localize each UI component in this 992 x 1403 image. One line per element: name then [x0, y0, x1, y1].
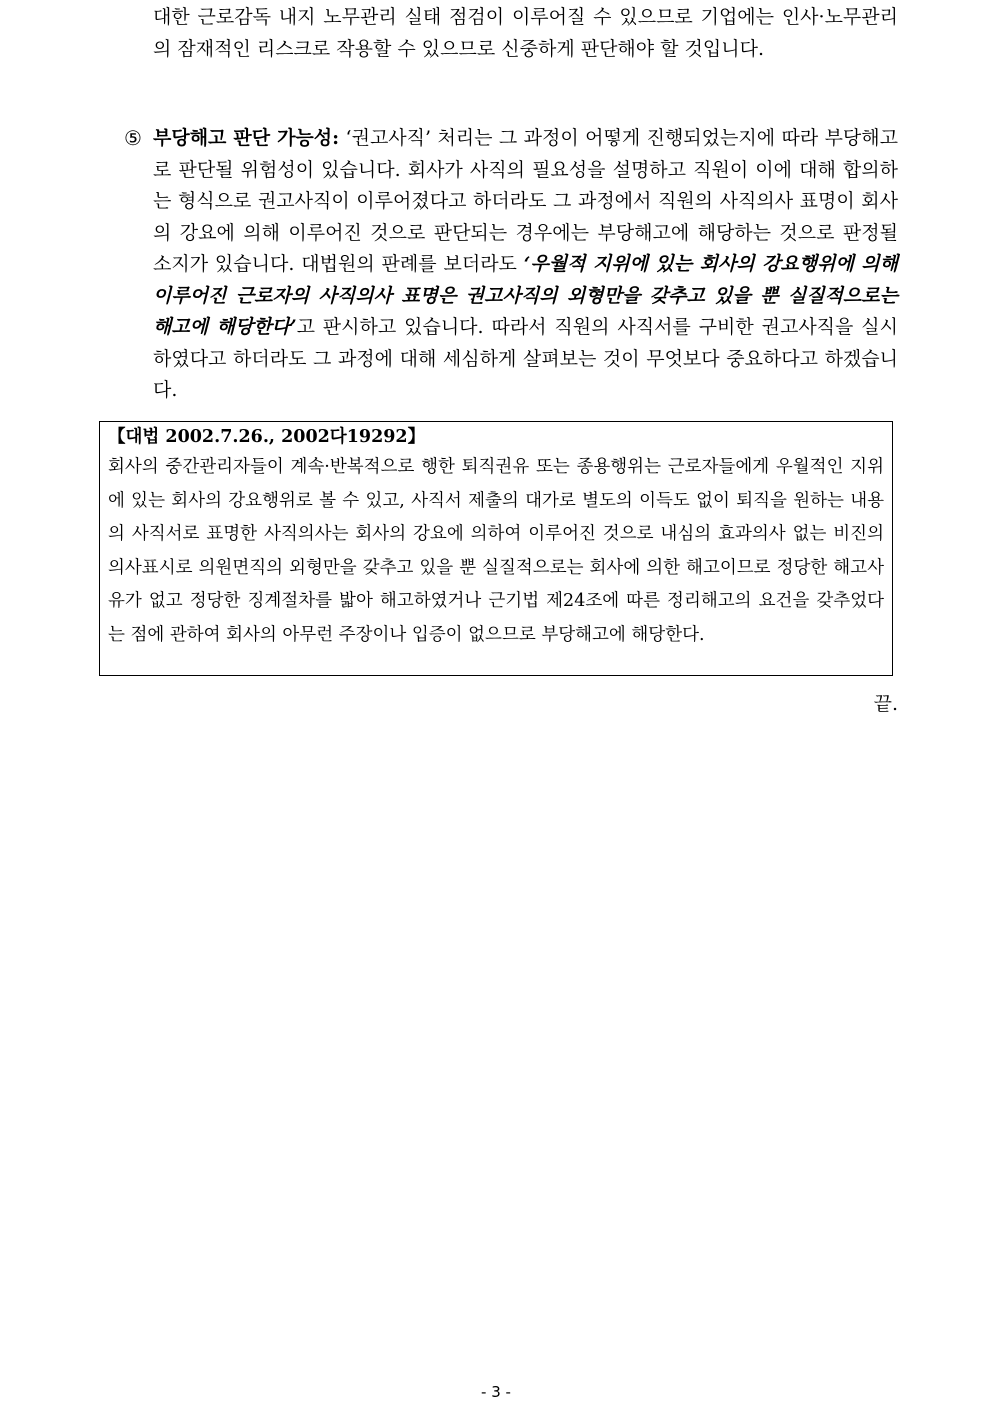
item-5-title: 부당해고 판단 가능성: [153, 127, 340, 149]
item-5-text-before: ‘권고사직’ 처리는 그 과정이 어떻게 진행되었는지에 따라 부당해고로 판단될 위험성이 있습니다. 회사가 사직의 필요성을 설명하고 직원이 이에 대해 합의하는 형식으로 권고사직이 이루어졌다고 하더라도 그 과정에서 직원의 사직의사 표명이 회사의 강요에 의해 이루어진 것으로 판단되는 경우에는 부당해고에 해당하는 것으로 판정될 소지가 있습니다. 대법원의 판례를 보더라도 [153, 127, 898, 275]
case-citation-title: 【대법 2002.7.26., 2002다19292】 [108, 427, 426, 447]
case-summary-text: 회사의 중간관리자들이 계속·반복적으로 행한 퇴직권유 또는 종용행위는 근로자들에게 우월적인 지위에 있는 회사의 강요행위로 볼 수 있고, 사직서 제출의 대가로 별도의 이득도 없이 퇴직을 원하는 내용의 사직서로 표명한 사직의사는 회사의 강요에 의하여 이루어진 것으로 내심의 효과의사 없는 비진의 의사표시로 의원면직의 외형만을 갖추고 있을 뿐 실질적으로는 회사에 의한 해고이므로 정당한 해고사유가 없고 정당한 징계절차를 밟아 해고하였거나 근기법 제24조에 따른 정리해고의 요건을 갖추었다는 점에 관하여 회사의 아무런 주장이나 입증이 없으므로 부당해고에 해당한다. [108, 457, 884, 645]
continuation-paragraph: 대한 근로감독 내지 노무관리 실태 점검이 이루어질 수 있으므로 기업에는 인사·노무관리의 잠재적인 리스크로 작용할 수 있으므로 신중하게 판단해야 할 것입니다. [153, 6, 898, 60]
end-mark: 끝. [873, 693, 898, 715]
page-number: - 3 - [481, 1383, 511, 1401]
court-case-box [99, 421, 893, 676]
item-5-text-after: 고 판시하고 있습니다. 따라서 직원의 사직서를 구비한 권고사직을 실시하였다고 하더라도 그 과정에 대해 세심하게 살펴보는 것이 무엇보다 중요하다고 하겠습니다. [153, 316, 898, 401]
supreme-court-quote: ‘우월적 지위에 있는 회사의 강요행위에 의해 이루어진 근로자의 사직의사 표명은 권고사직의 외형만을 갖추고 있을 뿐 실질적으로는 해고에 해당한다’ [153, 253, 898, 338]
item-number-marker: ⑤ [124, 126, 142, 150]
item-5-paragraph [153, 123, 898, 407]
